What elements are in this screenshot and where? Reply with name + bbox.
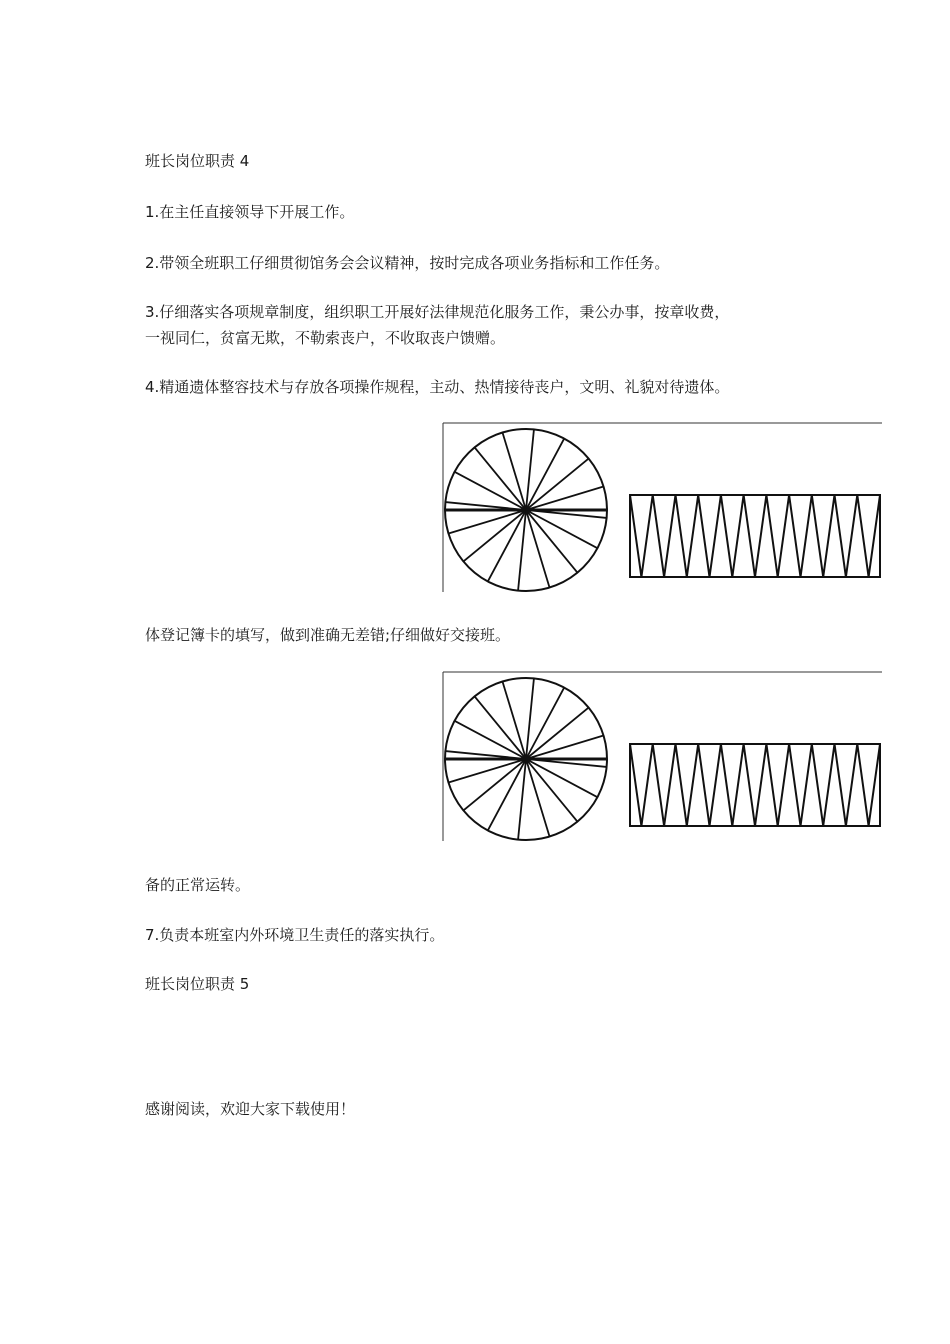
figure-graphic (442, 671, 882, 843)
figure-graphic (442, 422, 882, 594)
wheel-spoke (526, 510, 577, 573)
section-heading-4: 班长岗位职责 4 (145, 152, 250, 170)
duty-item-3-line-1: 3.仔细落实各项规章制度，组织职工开展好法律规范化服务工作，秉公办事，按章收费， (145, 303, 730, 321)
text-fragment-5: 体登记簿卡的填写，做到准确无差错;仔细做好交接班。 (145, 626, 511, 644)
wheel-and-zigzag-figure (442, 671, 882, 843)
zigzag-line (630, 744, 880, 826)
zigzag-box (630, 495, 880, 577)
duty-item-1: 1.在主任直接领导下开展工作。 (145, 203, 355, 221)
zigzag-box (630, 744, 880, 826)
wheel-spoke (526, 759, 577, 822)
wheel-spoke (463, 510, 526, 561)
wheel-spoke (475, 447, 526, 510)
wheel-and-zigzag-figure (442, 422, 882, 594)
duty-item-4: 4.精通遗体整容技术与存放各项操作规程，主动、热情接待丧户，文明、礼貌对待遗体。 (145, 378, 730, 396)
text-fragment-6: 备的正常运转。 (145, 876, 251, 894)
section-heading-5: 班长岗位职责 5 (145, 975, 250, 993)
duty-item-7: 7.负责本班室内外环境卫生责任的落实执行。 (145, 926, 445, 944)
wheel-spoke (463, 759, 526, 810)
closing-note: 感谢阅读，欢迎大家下载使用！ (145, 1100, 356, 1118)
wheel-spoke (526, 708, 589, 759)
wheel-spoke (475, 696, 526, 759)
wheel-spoke (526, 459, 589, 510)
zigzag-line (630, 495, 880, 577)
duty-item-2: 2.带领全班职工仔细贯彻馆务会会议精神，按时完成各项业务指标和工作任务。 (145, 254, 670, 272)
duty-item-3-line-2: 一视同仁，贫富无欺，不勒索丧户，不收取丧户馈赠。 (145, 329, 506, 347)
